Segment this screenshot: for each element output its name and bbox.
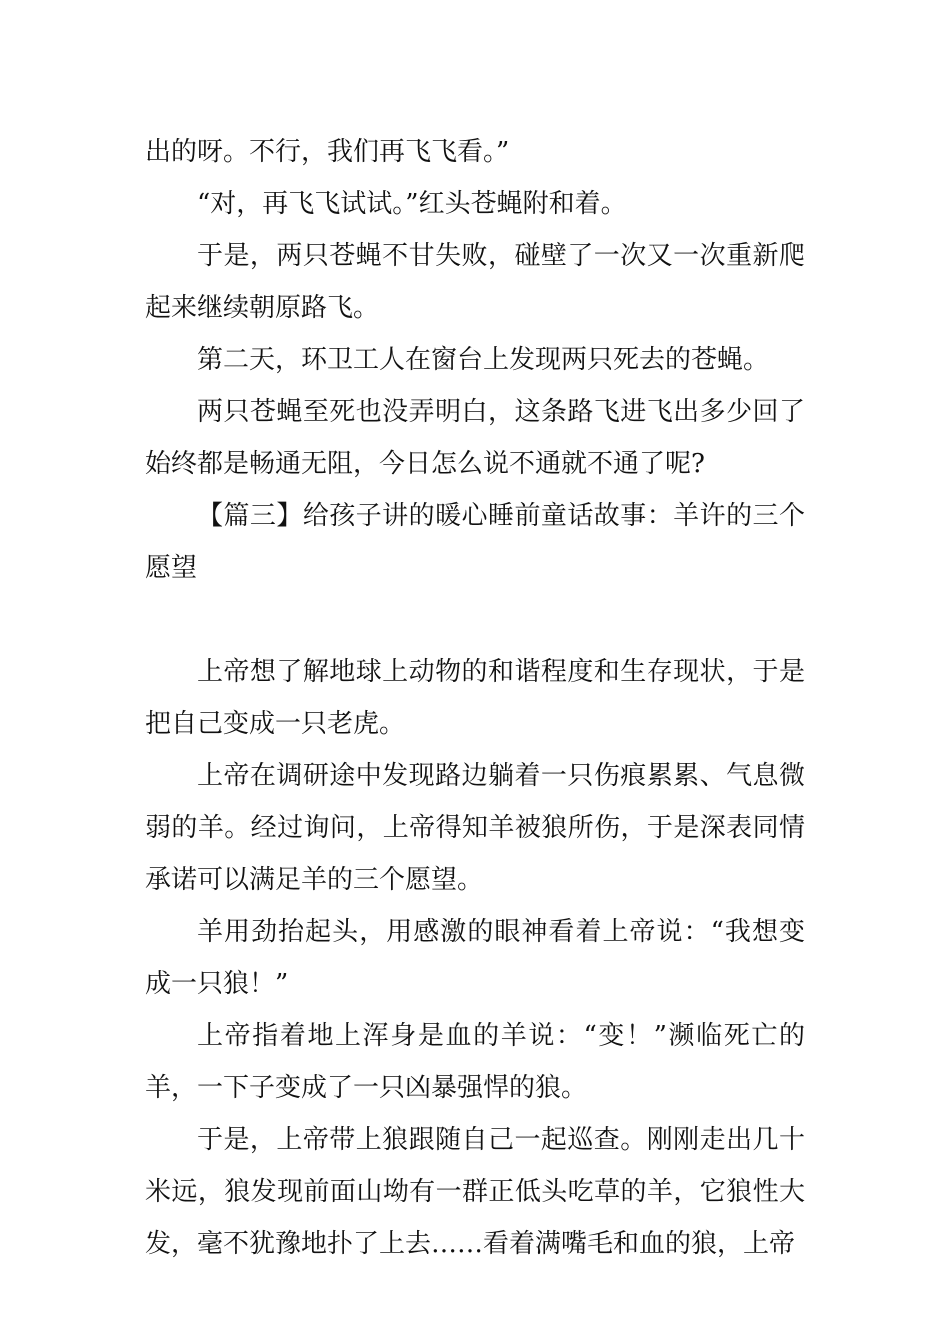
paragraph: 上帝指着地上浑身是血的羊说：“变！”濒临死亡的羊，一下子变成了一只凶暴强悍的狼。 [145,1021,805,1103]
paragraph: 于是，上帝带上狼跟随自己一起巡查。刚刚走出几十米远，狼发现前面山坳有一群正低头吃草的羊，它狼性大发，毫不犹豫地扑了上去……看着满嘴毛和血的狼，上帝 [145,1125,805,1259]
paragraph: 上帝在调研途中发现路边躺着一只伤痕累累、气息微弱的羊。经过询问，上帝得知羊被狼所伤，于是深表同情承诺可以满足羊的三个愿望。 [145,761,805,895]
paragraph: 于是，两只苍蝇不甘失败，碰壁了一次又一次重新爬起来继续朝原路飞。 [145,241,805,323]
paragraph: 上帝想了解地球上动物的和谐程度和生存现状，于是把自己变成一只老虎。 [145,657,805,739]
paragraph-continuation: 出的呀。不行，我们再飞飞看。” [145,137,510,167]
paragraph: 羊用劲抬起头，用感激的眼神看着上帝说：“我想变成一只狼！” [145,917,805,999]
paragraph: “对，再飞飞试试。”红头苍蝇附和着。 [197,189,627,219]
blank-line [145,594,805,646]
paragraph: 第二天，环卫工人在窗台上发现两只死去的苍蝇。 [197,345,770,375]
document-body [145,126,805,1270]
section-heading: 【篇三】给孩子讲的暖心睡前童话故事：羊许的三个愿望 [145,501,805,583]
paragraph: 两只苍蝇至死也没弄明白，这条路飞进飞出多少回了始终都是畅通无阻，今日怎么说不通就不通了呢? [145,397,805,479]
